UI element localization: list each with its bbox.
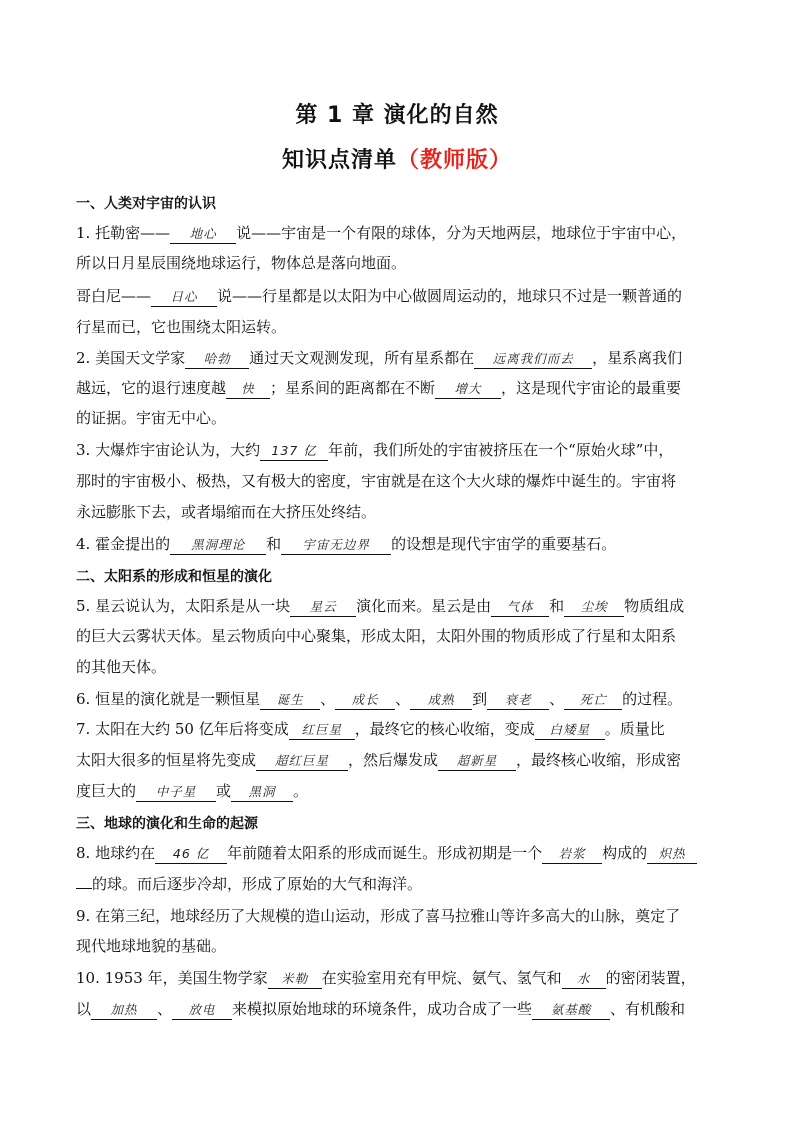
- answer-blank: 米勒: [268, 969, 322, 989]
- answer-blank: 红巨星: [289, 720, 355, 740]
- answer-blank: 加热: [91, 1000, 157, 1020]
- answer-blank: 诞生: [260, 690, 320, 710]
- q3-line1: 3. 大爆炸宇宙论认为，大约 137 亿 年前，我们所处的宇宙被挤压在一个“原始火球”中，: [76, 441, 674, 459]
- answer-blank: 放电: [172, 1000, 232, 1020]
- answer-blank: 哈勃: [185, 349, 249, 369]
- q1-line3: 哥白尼—— 日心 说——行星都是以太阳为中心做圆周运动的，地球只不过是一颗普通的: [76, 287, 683, 305]
- q9-line2: 现代地球地貌的基础。: [76, 937, 227, 955]
- q8-line1: 8. 地球约在 46 亿 年前随着太阳系的形成而诞生。形成初期是一个 岩浆 构成的 炽热: [76, 843, 726, 864]
- answer-blank: 岩浆: [542, 844, 602, 864]
- answer-blank: 衰老: [487, 690, 549, 710]
- answer-blank: 成熟: [410, 690, 472, 710]
- subtitle-tag: （教师版）: [397, 148, 513, 173]
- q3-line3: 永远膨胀下去，或者塌缩而在大挤压处终结。: [76, 503, 377, 521]
- section-heading: 三、地球的演化和生命的起源: [76, 816, 258, 832]
- q6-line1: 6. 恒星的演化就是一颗恒星 诞生 、 成长 、 成熟 到 衰老 、 死亡 的过程。: [76, 690, 683, 708]
- answer-blank: 尘埃: [564, 597, 624, 617]
- answer-blank: 超红巨星: [256, 751, 348, 771]
- q2-line2: 越远，它的退行速度越 快 ；星系间的距离都在不断 增大 ，这是现代宇宙论的最重要: [76, 379, 682, 397]
- q5-line2: 的巨大云雾状天体。星云物质向中心聚集，形成太阳，太阳外围的物质形成了行星和太阳系: [76, 627, 677, 645]
- q7-line3: 度巨大的 中子星 或 黑洞 。: [76, 782, 309, 800]
- q2-line1: 2. 美国天文学家 哈勃 通过天文观测发现，所有星系都在 远离我们而去 ，星系离我们: [76, 349, 683, 367]
- answer-blank: 黑洞理论: [170, 535, 266, 555]
- answer-blank: 137 亿: [260, 441, 328, 461]
- answer-blank: 白矮星: [535, 720, 605, 740]
- q1-line1: 1. 托勒密—— 地心 说——宇宙是一个有限的球体，分为天地两层，地球位于宇宙中心，: [76, 224, 687, 242]
- q2-line3: 的证据。宇宙无中心。: [76, 409, 227, 427]
- answer-blank: 星云: [290, 597, 356, 617]
- q7-line1: 7. 太阳在大约 50 亿年后将变成 红巨星 ，最终它的核心收缩，变成 白矮星 。质量比: [76, 720, 665, 738]
- answer-blank: 46 亿: [155, 844, 227, 864]
- answer-blank: 水: [562, 969, 606, 989]
- subtitle: [0, 143, 794, 174]
- q3-line2: 那时的宇宙极小、极热，又有极大的密度，宇宙就是在这个大火球的爆炸中诞生的。宇宙将: [76, 472, 677, 490]
- q10-line1: 10. 1953 年，美国生物学家 米勒 在实验室用充有甲烷、氨气、氢气和 水 的密闭装置，: [76, 969, 696, 987]
- subtitle-main: 知识点清单: [281, 148, 397, 173]
- answer-blank: 增大: [435, 379, 501, 399]
- answer-blank: 死亡: [564, 690, 622, 710]
- answer-blank: 远离我们而去: [474, 349, 592, 369]
- q5-line1: 5. 星云说认为，太阳系是从一块 星云 演化而来。星云是由 气体 和 尘埃 物质组成: [76, 597, 685, 615]
- answer-blank: 地心: [170, 224, 236, 244]
- answer-blank: 氨基酸: [532, 1000, 610, 1020]
- answer-blank: 宇宙无边界: [281, 535, 391, 555]
- chapter-title: 第 1 章 演化的自然: [295, 103, 499, 128]
- answer-blank: 中子星: [136, 782, 216, 802]
- answer-blank: 日心: [151, 287, 217, 307]
- q1-line2: 所以日月星辰围绕地球运行，物体总是落向地面。: [76, 254, 407, 272]
- section-heading: 一、人类对宇宙的认识: [76, 196, 216, 212]
- answer-blank: 气体: [491, 597, 549, 617]
- answer-blank: 快: [226, 379, 270, 399]
- q4-line1: 4. 霍金提出的 黑洞理论 和 宇宙无边界 的设想是现代宇宙学的重要基石。: [76, 535, 617, 553]
- q9-line1: 9. 在第三纪，地球经历了大规模的造山运动，形成了喜马拉雅山等许多高大的山脉，奠定了: [76, 907, 681, 925]
- answer-blank-continued: [76, 888, 92, 889]
- answer-blank: 超新星: [438, 751, 516, 771]
- q1-line4: 行星而已，它也围绕太阳运转。: [76, 318, 287, 336]
- q8-line2: 的球。而后逐步冷却，形成了原始的大气和海洋。: [76, 874, 726, 894]
- q10-line2: 以 加热 、 放电 来模拟原始地球的环境条件，成功合成了一些 氨基酸 、有机酸和: [76, 1000, 686, 1018]
- answer-blank: 黑洞: [231, 782, 293, 802]
- section-heading: 二、太阳系的形成和恒星的演化: [76, 569, 272, 585]
- answer-blank: 成长: [335, 690, 395, 710]
- q5-line3: 的其他天体。: [76, 658, 167, 676]
- answer-blank: 炽热: [647, 844, 697, 864]
- q7-line2: 太阳大很多的恒星将先变成 超红巨星 ，然后爆发成 超新星 ，最终核心收缩，形成密: [76, 751, 682, 769]
